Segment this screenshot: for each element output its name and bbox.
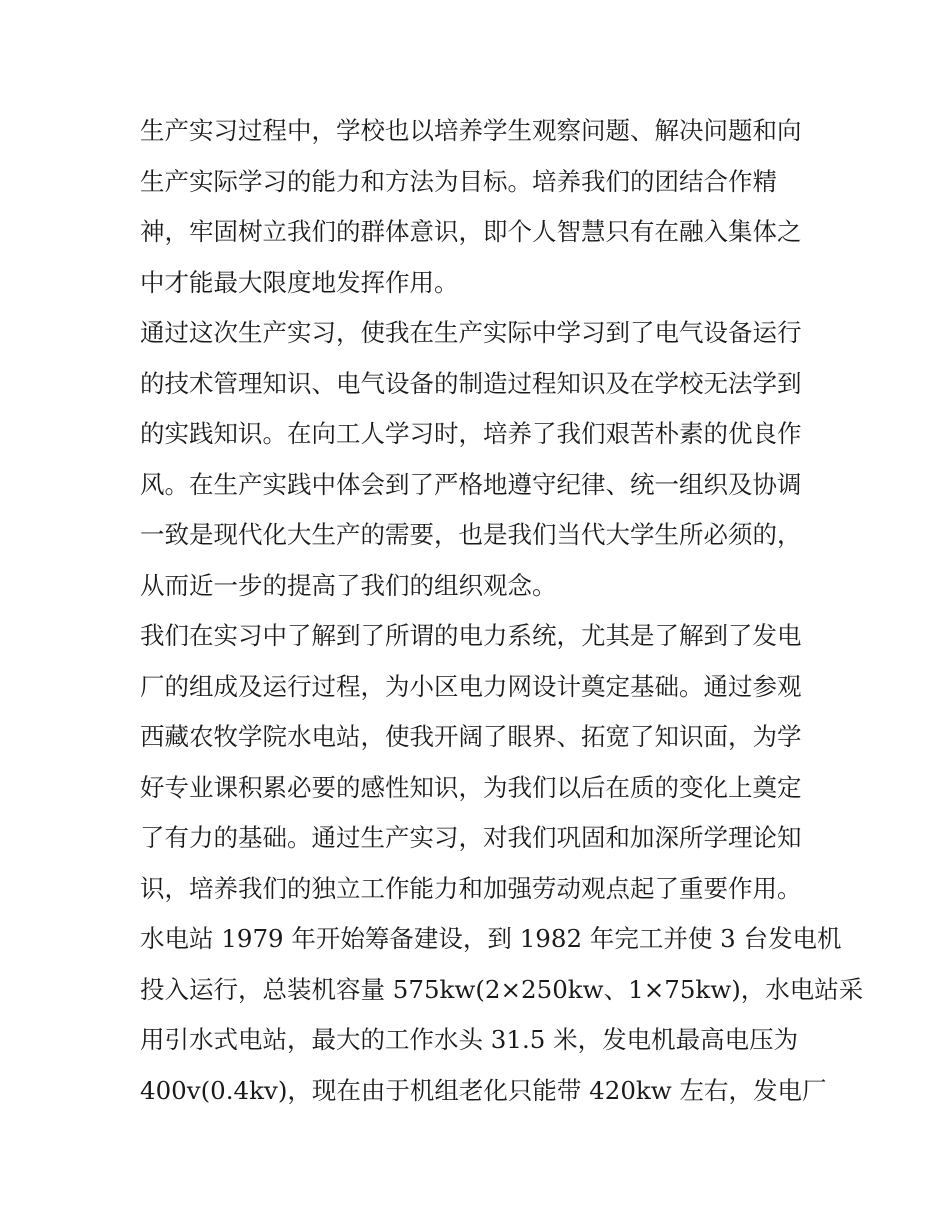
- text-line: 400v(0.4kv)，现在由于机组老化只能带 420kw 左右，发电厂: [140, 1075, 827, 1105]
- text-line: 通过这次生产实习，使我在生产实际中学习到了电气设备运行: [140, 318, 802, 347]
- body-text: [140, 106, 864, 1116]
- text-line: 一致是现代化大生产的需要，也是我们当代大学生所必须的，: [140, 520, 802, 549]
- paragraph-4: [140, 914, 864, 1116]
- paragraph-1: [140, 106, 820, 308]
- text-line: 西藏农牧学院水电站，使我开阔了眼界、拓宽了知识面，为学: [140, 722, 802, 751]
- text-line: 生产实际学习的能力和方法为目标。培养我们的团结合作精: [140, 166, 777, 196]
- paragraph-3: [140, 611, 820, 914]
- text-line: 识，培养我们的独立工作能力和加强劳动观点起了重要作用。: [140, 873, 802, 903]
- text-line: 投入运行，总装机容量 575kw(2×250kw、1×75kw)，水电站采: [140, 974, 864, 1004]
- text-line: 神，牢固树立我们的群体意识，即个人智慧只有在融入集体之: [140, 217, 802, 246]
- text-line: 好专业课积累必要的感性知识，为我们以后在质的变化上奠定: [140, 772, 802, 802]
- text-line: 生产实习过程中，学校也以培养学生观察问题、解决问题和向: [140, 116, 802, 145]
- text-line: 水电站 1979 年开始筹备建设，到 1982 年完工并使 3 台发电机: [140, 924, 842, 953]
- text-line: 我们在实习中了解到了所谓的电力系统，尤其是了解到了发电: [140, 621, 802, 650]
- text-line: 了有力的基础。通过生产实习，对我们巩固和加深所学理论知: [140, 823, 802, 852]
- text-line: 的技术管理知识、电气设备的制造过程知识及在学校无法学到: [140, 368, 802, 398]
- text-line: 用引水式电站，最大的工作水头 31.5 米，发电机最高电压为: [140, 1025, 799, 1054]
- paragraph-2: [140, 308, 820, 611]
- text-line: 厂的组成及运行过程，为小区电力网设计奠定基础。通过参观: [140, 671, 802, 701]
- text-line: 中才能最大限度地发挥作用。: [140, 267, 459, 297]
- text-line: 的实践知识。在向工人学习时，培养了我们艰苦朴素的优良作: [140, 419, 802, 448]
- text-line: 从而近一步的提高了我们的组织观念。: [140, 570, 557, 600]
- text-line: 风。在生产实践中体会到了严格地遵守纪律、统一组织及协调: [140, 469, 802, 499]
